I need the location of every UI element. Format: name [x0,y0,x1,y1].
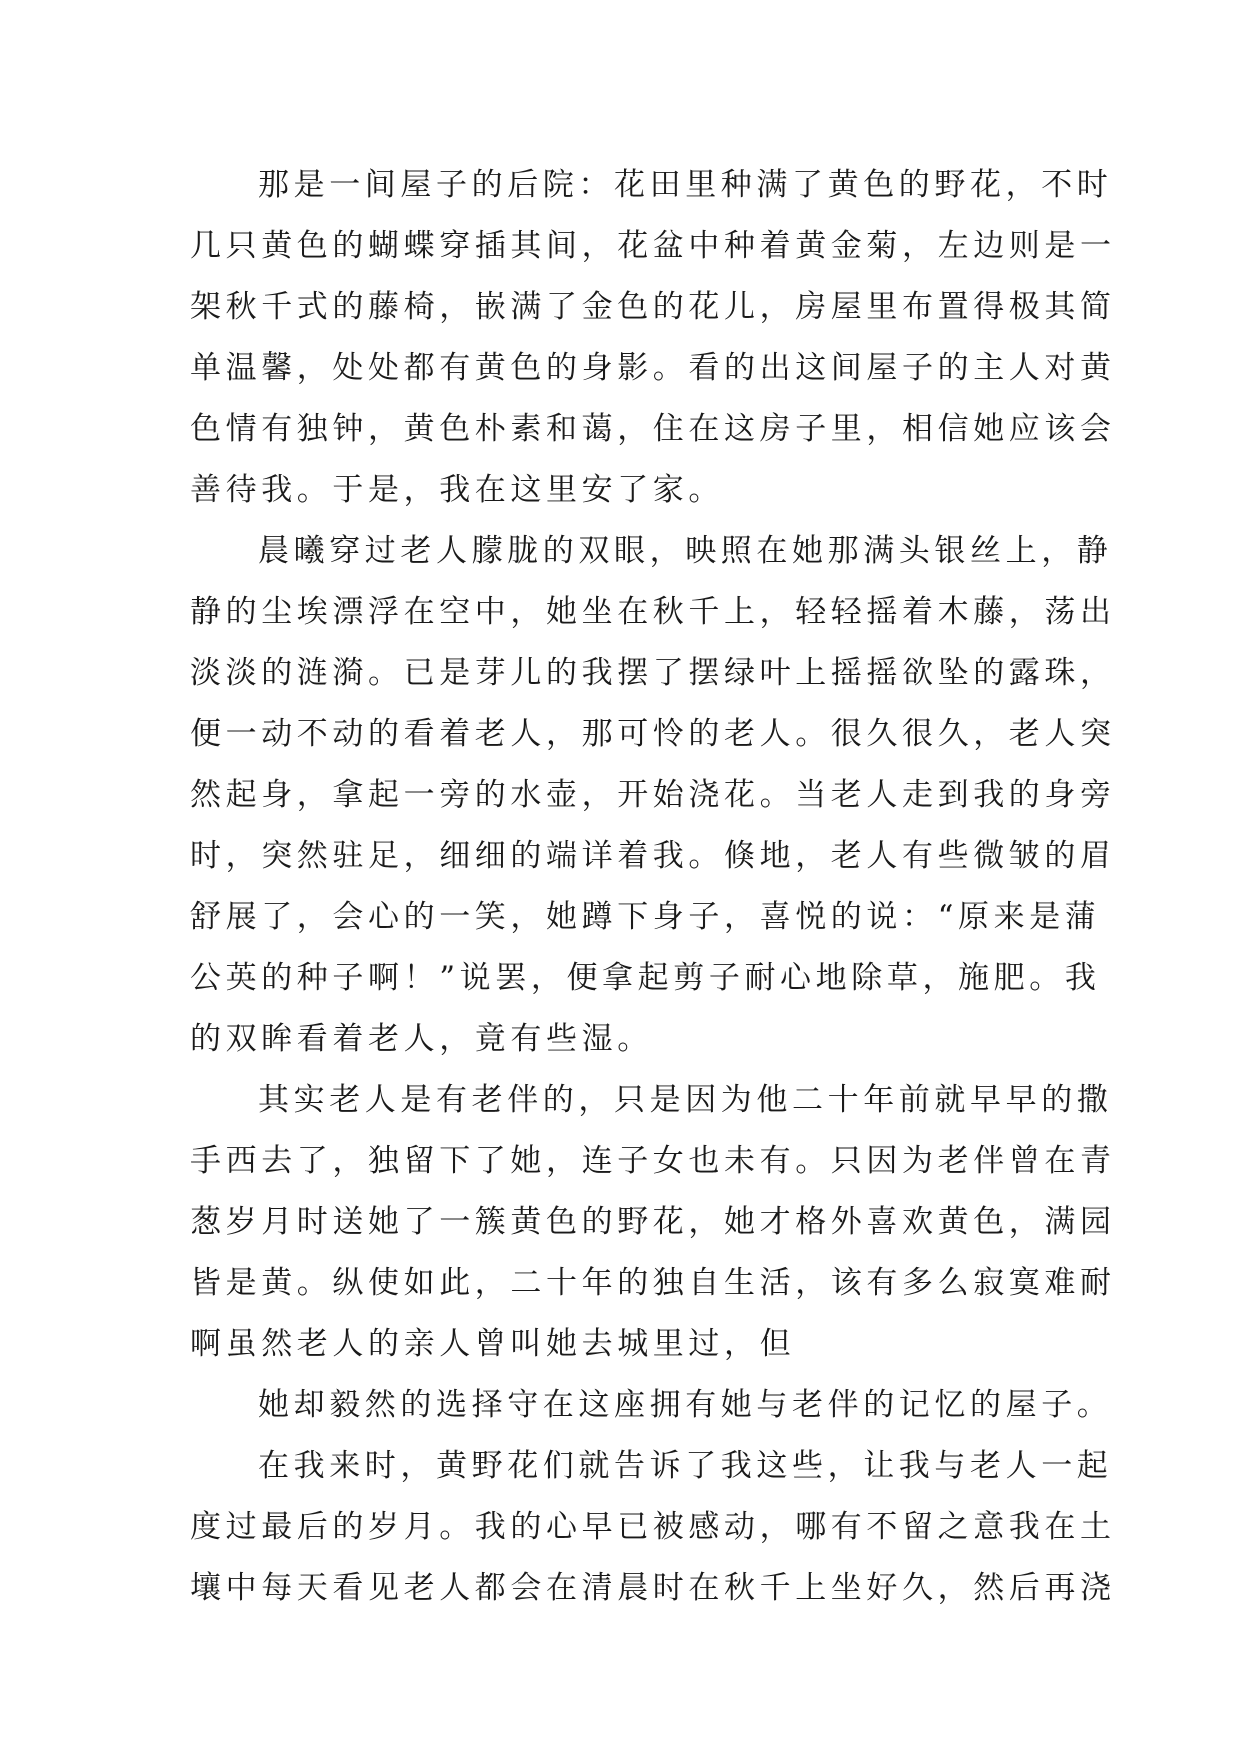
paragraph-line: 葱岁月时送她了一簇黄色的野花，她才格外喜欢黄色，满园 [190,1204,1116,1240]
paragraph-line: 啊虽然老人的亲人曾叫她去城里过，但 [190,1326,796,1362]
essay-body [190,155,1116,1619]
paragraph-line: 度过最后的岁月。我的心早已被感动，哪有不留之意我在土 [190,1509,1116,1545]
paragraph-line: 公英的种子啊！”说罢，便拿起剪子耐心地除草，施肥。我 [190,960,1101,996]
paragraph-line: 她却毅然的选择守在这座拥有她与老伴的记忆的屋子。 [258,1387,1113,1423]
paragraph-line: 在我来时，黄野花们就告诉了我这些，让我与老人一起 [258,1448,1113,1484]
paragraph-line: 色情有独钟，黄色朴素和蔼，住在这房子里，相信她应该会 [190,411,1116,447]
paragraph-line: 单温馨，处处都有黄色的身影。看的出这间屋子的主人对黄 [190,350,1116,386]
paragraph-line: 手西去了，独留下了她，连子女也未有。只因为老伴曾在青 [190,1143,1116,1179]
paragraph-line: 壤中每天看见老人都会在清晨时在秋千上坐好久，然后再浇 [190,1570,1116,1606]
paragraph-line: 便一动不动的看着老人，那可怜的老人。很久很久，老人突 [190,716,1116,752]
paragraph-line: 的双眸看着老人，竟有些湿。 [190,1021,653,1057]
paragraph-line: 然起身，拿起一旁的水壶，开始浇花。当老人走到我的身旁 [190,777,1116,813]
paragraph-line: 皆是黄。纵使如此，二十年的独自生活，该有多么寂寞难耐 [190,1265,1116,1301]
paragraph-line: 淡淡的涟漪。已是芽儿的我摆了摆绿叶上摇摇欲坠的露珠， [190,655,1116,691]
paragraph-line: 几只黄色的蝴蝶穿插其间，花盆中种着黄金菊，左边则是一 [190,228,1116,264]
paragraph-line: 时，突然驻足，细细的端详着我。倏地，老人有些微皱的眉 [190,838,1116,874]
paragraph-line: 架秋千式的藤椅，嵌满了金色的花儿，房屋里布置得极其简 [190,289,1116,325]
paragraph-line: 善待我。于是，我在这里安了家。 [190,472,724,508]
paragraph-line: 那是一间屋子的后院：花田里种满了黄色的野花，不时 [258,167,1113,203]
paragraph-line: 其实老人是有老伴的，只是因为他二十年前就早早的撒 [258,1082,1113,1118]
paragraph-line: 舒展了，会心的一笑，她蹲下身子，喜悦的说：“原来是蒲 [190,899,1101,935]
paragraph-line: 晨曦穿过老人朦胧的双眼，映照在她那满头银丝上，静 [258,533,1113,569]
paragraph-line: 静的尘埃漂浮在空中，她坐在秋千上，轻轻摇着木藤，荡出 [190,594,1116,630]
